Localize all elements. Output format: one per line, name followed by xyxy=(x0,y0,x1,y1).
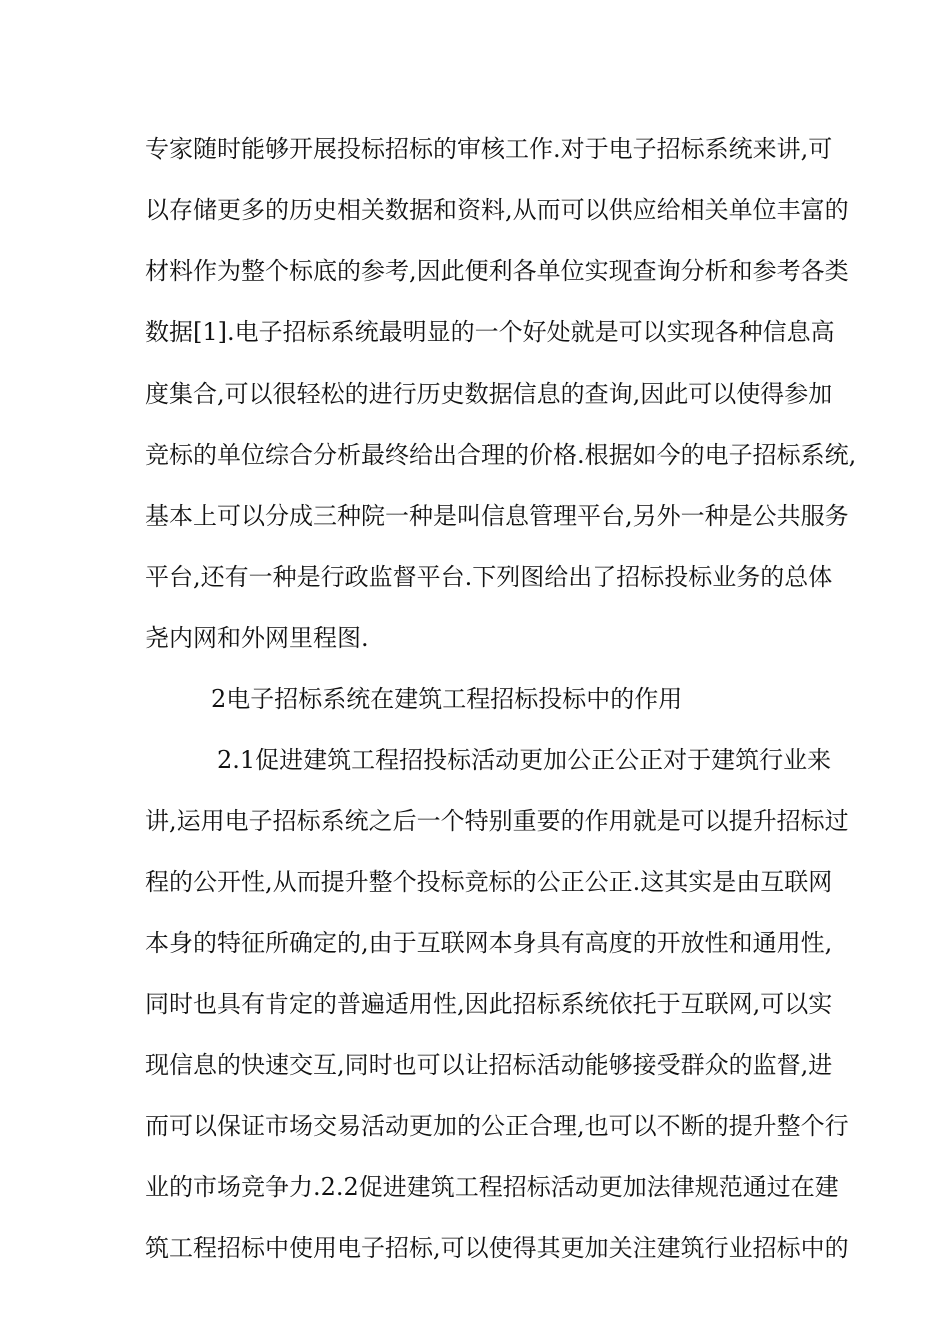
paragraph-2-line-8: 业的市场竞争力.2.2促进建筑工程招标活动更加法律规范通过在建 xyxy=(145,1173,839,1201)
paragraph-2-line-3: 程的公开性,从而提升整个投标竞标的公正公正.这其实是由互联网 xyxy=(145,868,833,896)
paragraph-2-line-9: 筑工程招标中使用电子招标,可以使得其更加关注建筑行业招标中的 xyxy=(145,1234,849,1262)
paragraph-1-line-3: 材料作为整个标底的参考,因此便利各单位实现查询分析和参考各类 xyxy=(145,257,849,285)
paragraph-1-line-8: 平台,还有一种是行政监督平台.下列图给出了招标投标业务的总体 xyxy=(145,563,833,591)
paragraph-1-line-4: 数据[1].电子招标系统最明显的一个好处就是可以实现各种信息高 xyxy=(145,318,835,346)
paragraph-1-line-7: 基本上可以分成三种院一种是叫信息管理平台,另外一种是公共服务 xyxy=(145,502,849,530)
section-heading: 2电子招标系统在建筑工程招标投标中的作用 xyxy=(211,685,683,713)
paragraph-1-line-5: 度集合,可以很轻松的进行历史数据信息的查询,因此可以使得参加 xyxy=(145,380,833,408)
paragraph-1-line-6: 竞标的单位综合分析最终给出合理的价格.根据如今的电子招标系统, xyxy=(145,441,857,469)
paragraph-2-line-1: 2.1促进建筑工程招投标活动更加公正公正对于建筑行业来 xyxy=(217,746,832,774)
paragraph-2-line-6: 现信息的快速交互,同时也可以让招标活动能够接受群众的监督,进 xyxy=(145,1051,833,1079)
paragraph-2-line-7: 而可以保证市场交易活动更加的公正合理,也可以不断的提升整个行 xyxy=(145,1112,849,1140)
paragraph-2-line-5: 同时也具有肯定的普遍适用性,因此招标系统依托于互联网,可以实 xyxy=(145,990,833,1018)
paragraph-1-line-1: 专家随时能够开展投标招标的审核工作.对于电子招标系统来讲,可 xyxy=(145,135,833,163)
paragraph-2-line-2: 讲,运用电子招标系统之后一个特别重要的作用就是可以提升招标过 xyxy=(145,807,849,835)
paragraph-2-line-4: 本身的特征所确定的,由于互联网本身具有高度的开放性和通用性, xyxy=(145,929,833,957)
paragraph-1-line-2: 以存储更多的历史相关数据和资料,从而可以供应给相关单位丰富的 xyxy=(145,196,849,224)
paragraph-1-line-9: 尧内网和外网里程图. xyxy=(145,624,369,652)
